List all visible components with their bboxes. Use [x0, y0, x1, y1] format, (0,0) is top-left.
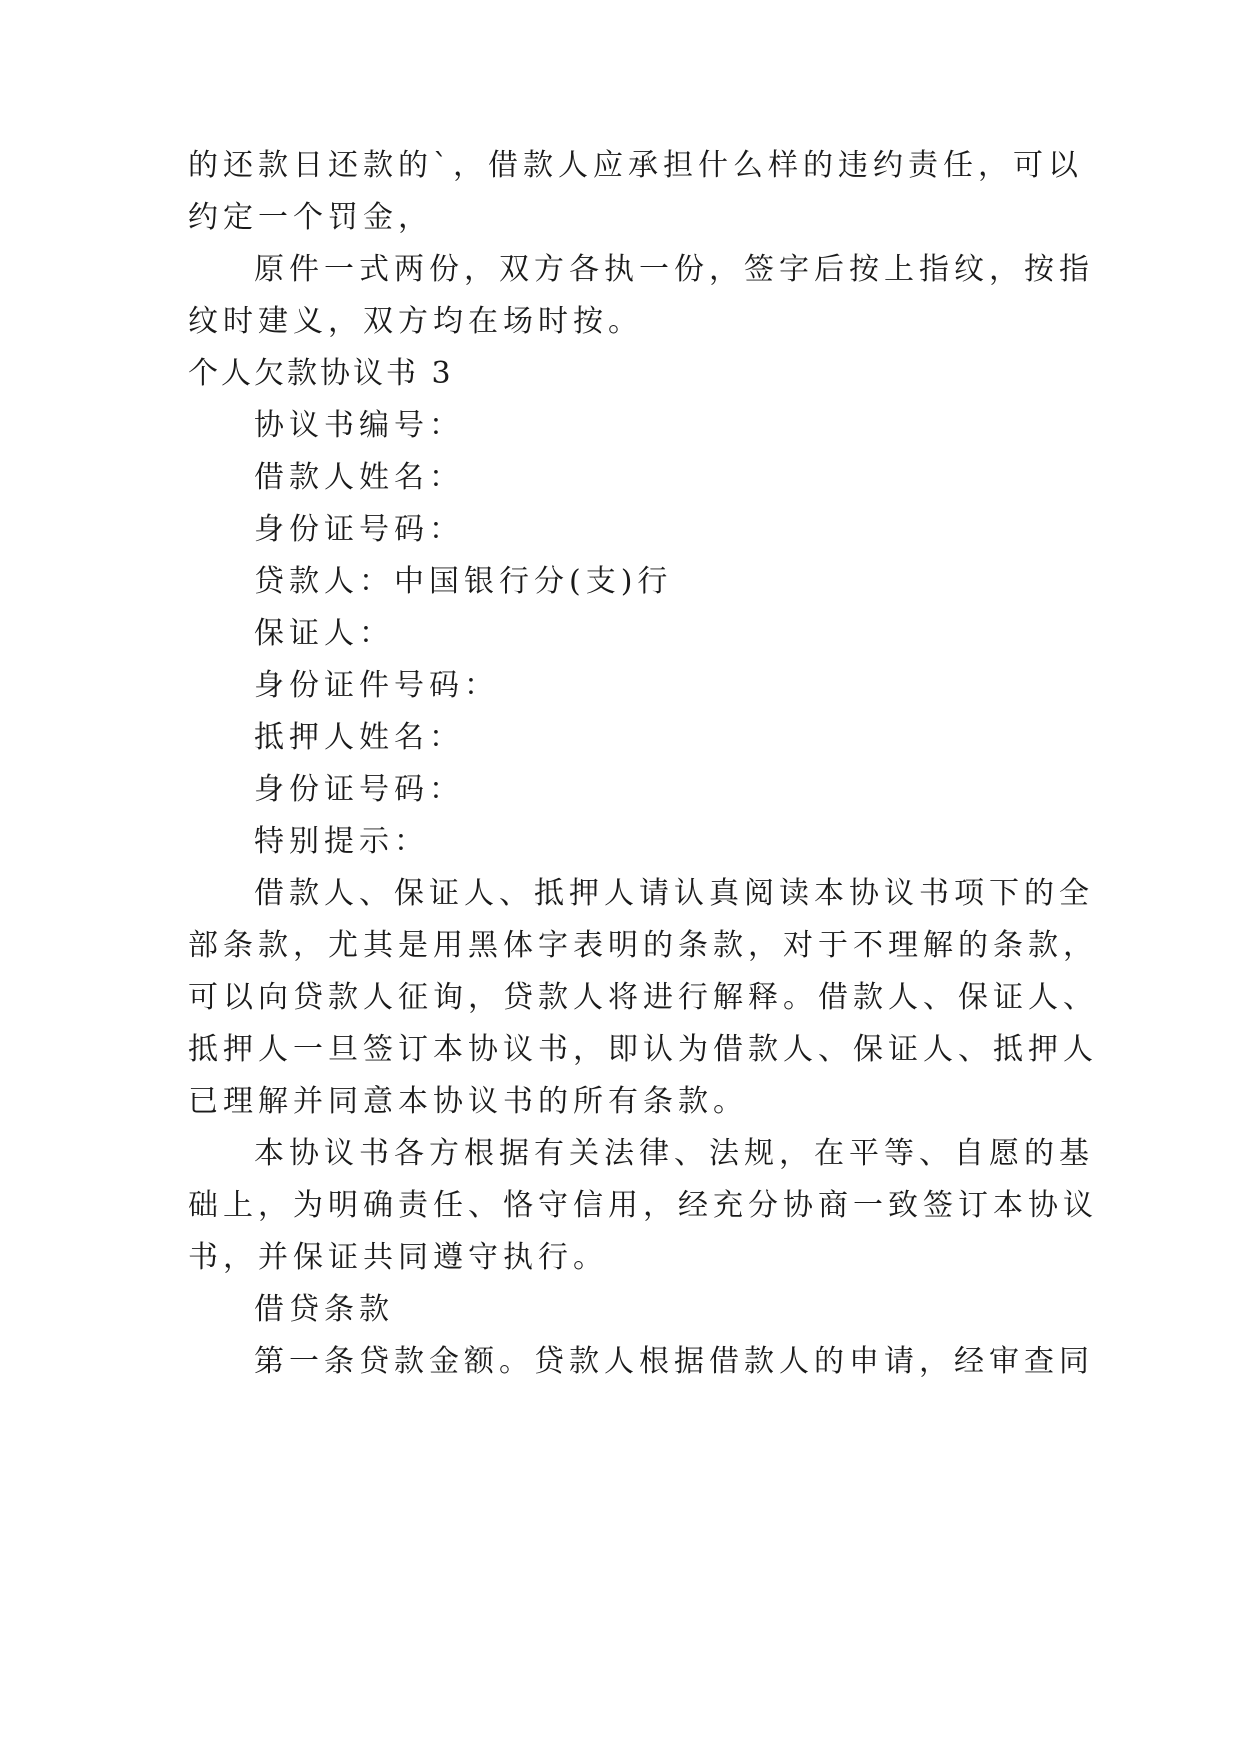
body-line: 借款人、保证人、抵押人请认真阅读本协议书项下的全	[254, 876, 1094, 911]
form-field-label: 贷款人：中国银行分(支)行	[254, 564, 673, 599]
form-field-label: 身份证号码：	[254, 512, 464, 547]
body-line: 抵押人一旦签订本协议书，即认为借款人、保证人、抵押人	[188, 1032, 1098, 1067]
form-field-label: 借款人姓名：	[254, 460, 464, 495]
body-line: 约定一个罚金，	[188, 200, 433, 235]
body-line: 本协议书各方根据有关法律、法规，在平等、自愿的基	[254, 1136, 1094, 1171]
body-line: 已理解并同意本协议书的所有条款。	[188, 1084, 748, 1119]
section-subtitle: 借贷条款	[254, 1292, 394, 1327]
body-line: 础上，为明确责任、恪守信用，经充分协商一致签订本协议	[188, 1188, 1098, 1223]
body-line: 第一条贷款金额。贷款人根据借款人的申请，经审查同	[254, 1344, 1094, 1379]
body-line: 书，并保证共同遵守执行。	[188, 1240, 608, 1275]
body-line: 部条款，尤其是用黑体字表明的条款，对于不理解的条款，	[188, 928, 1098, 963]
form-field-label: 抵押人姓名：	[254, 720, 464, 755]
form-field-label: 协议书编号：	[254, 408, 464, 443]
form-field-label: 保证人：	[254, 616, 394, 651]
form-field-label: 身份证号码：	[254, 772, 464, 807]
body-line: 原件一式两份，双方各执一份，签字后按上指纹，按指	[254, 252, 1094, 287]
form-field-label: 身份证件号码：	[254, 668, 499, 703]
section-title: 个人欠款协议书 3	[188, 356, 454, 391]
body-line: 纹时建义，双方均在场时按。	[188, 304, 643, 339]
body-line: 的还款日还款的`，借款人应承担什么样的违约责任，可以	[188, 148, 1083, 183]
body-line: 可以向贷款人征询，贷款人将进行解释。借款人、保证人、	[188, 980, 1098, 1015]
notice-heading: 特别提示：	[254, 824, 429, 859]
